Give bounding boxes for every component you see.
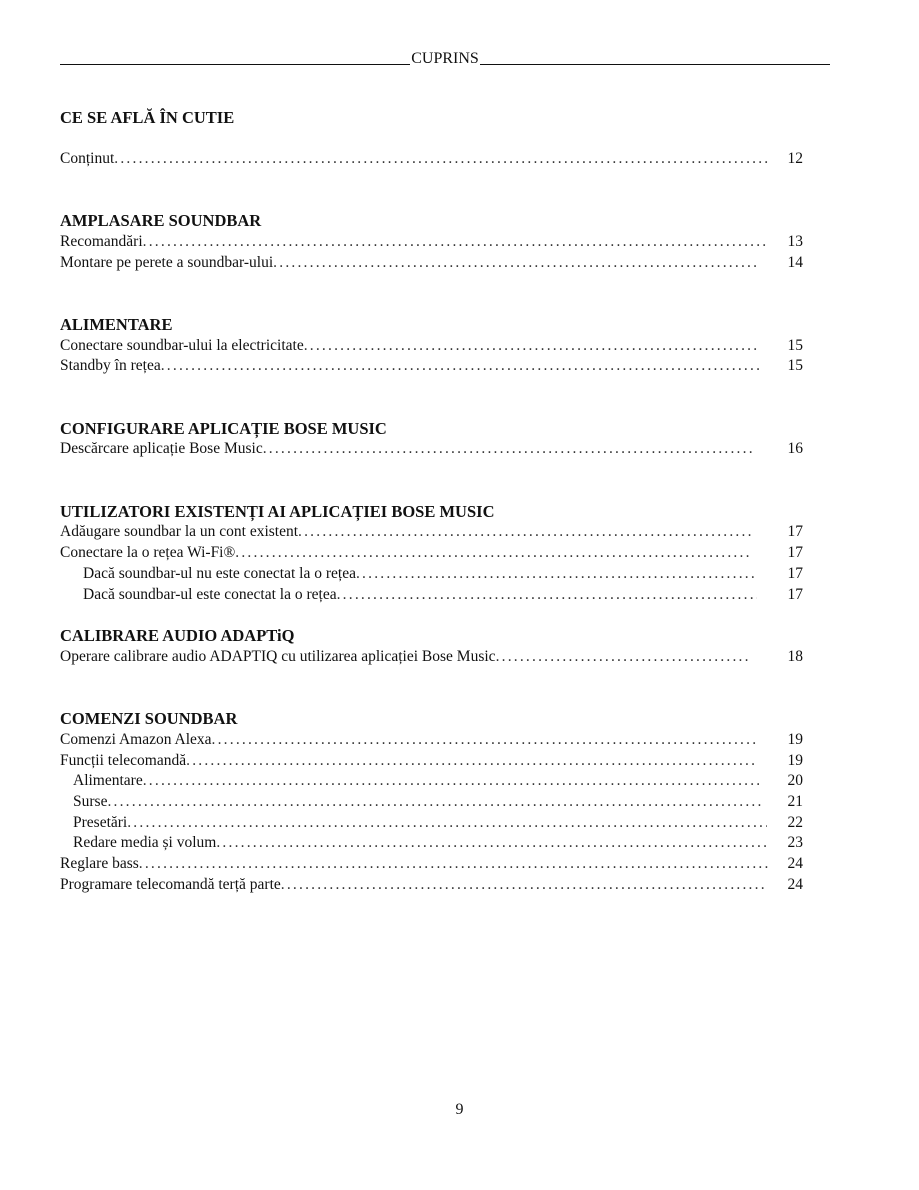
section-title: UTILIZATORI EXISTENȚI AI APLICAȚIEI BOSE MUSIC bbox=[60, 502, 495, 521]
toc-entry-label: Programare telecomandă terță parte bbox=[60, 876, 281, 893]
dot-leader bbox=[212, 730, 759, 750]
section-title: AMPLASARE SOUNDBAR bbox=[60, 211, 262, 230]
section-title: CALIBRARE AUDIO ADAPTiQ bbox=[60, 626, 295, 645]
toc-entry-label: Descărcare aplicație Bose Music bbox=[60, 440, 263, 457]
dot-leader bbox=[107, 792, 763, 812]
dot-leader bbox=[139, 854, 769, 874]
page-header bbox=[60, 44, 830, 68]
toc-entry[interactable] bbox=[60, 854, 803, 874]
toc-entry[interactable] bbox=[83, 585, 803, 605]
dot-leader bbox=[496, 647, 751, 667]
toc-entry-label: Montare pe perete a soundbar-ului bbox=[60, 254, 274, 271]
toc-entry-page: 17 bbox=[787, 523, 803, 540]
toc-entry[interactable] bbox=[60, 875, 803, 895]
page-number: 9 bbox=[455, 1101, 464, 1118]
toc-entry-label: Presetări bbox=[73, 814, 128, 831]
dot-leader bbox=[216, 833, 767, 853]
toc-entry-page: 16 bbox=[787, 440, 803, 457]
toc-entry-label: Operare calibrare audio ADAPTIQ cu utilizarea aplicației Bose Music bbox=[60, 648, 496, 665]
toc-entry-label: Surse bbox=[73, 793, 108, 810]
header-rule-left bbox=[60, 64, 410, 65]
header-rule-right bbox=[480, 64, 830, 65]
section-title: ALIMENTARE bbox=[60, 315, 173, 334]
toc-entry-label: Alimentare bbox=[73, 772, 143, 789]
section-title: CONFIGURARE APLICAȚIE BOSE MUSIC bbox=[60, 419, 387, 438]
toc-entry[interactable] bbox=[60, 522, 803, 542]
dot-leader bbox=[114, 149, 769, 169]
toc-entry[interactable] bbox=[60, 543, 803, 563]
toc-entry[interactable] bbox=[60, 647, 803, 667]
toc-entry-page: 15 bbox=[787, 357, 803, 374]
section-title: COMENZI SOUNDBAR bbox=[60, 709, 238, 728]
toc-entry[interactable] bbox=[83, 564, 803, 584]
toc-entry-label: Dacă soundbar-ul este conectat la o rețea bbox=[83, 586, 337, 603]
dot-leader bbox=[337, 585, 757, 605]
dot-leader bbox=[281, 875, 767, 895]
toc-entry-page: 21 bbox=[787, 793, 803, 810]
toc-entry-label: Adăugare soundbar la un cont existent bbox=[60, 523, 299, 540]
toc-entry-page: 23 bbox=[787, 834, 803, 851]
toc-entry-page: 17 bbox=[787, 565, 803, 582]
dot-leader bbox=[356, 564, 757, 584]
toc-entry-label: Redare media și volum bbox=[73, 834, 217, 851]
toc-entry[interactable] bbox=[60, 336, 803, 356]
section-title: CE SE AFLĂ ÎN CUTIE bbox=[60, 108, 235, 127]
toc-entry-label: Standby în rețea bbox=[60, 357, 161, 374]
dot-leader bbox=[127, 813, 767, 833]
toc-entry[interactable] bbox=[73, 833, 803, 853]
toc-entry-label: Conținut bbox=[60, 150, 115, 167]
toc-entry[interactable] bbox=[60, 730, 803, 750]
toc-entry-page: 19 bbox=[787, 731, 803, 748]
toc-entry[interactable] bbox=[73, 813, 803, 833]
toc-entry-label: Dacă soundbar-ul nu este conectat la o rețea bbox=[83, 565, 356, 582]
dot-leader bbox=[143, 232, 769, 252]
toc-entry-page: 24 bbox=[787, 876, 803, 893]
toc-entry-label: Comenzi Amazon Alexa bbox=[60, 731, 212, 748]
toc-entry-page: 17 bbox=[787, 544, 803, 561]
toc-entry-label: Conectare la o rețea Wi-Fi® bbox=[60, 544, 236, 561]
dot-leader bbox=[161, 356, 763, 376]
toc-entry-page: 12 bbox=[787, 150, 803, 167]
toc-entry-label: Recomandări bbox=[60, 233, 143, 250]
dot-leader bbox=[186, 751, 757, 771]
toc-entry-page: 13 bbox=[787, 233, 803, 250]
toc-entry-label: Conectare soundbar-ului la electricitate bbox=[60, 337, 304, 354]
toc-entry[interactable] bbox=[60, 439, 803, 459]
toc-entry-label: Funcții telecomandă bbox=[60, 752, 187, 769]
toc-entry-page: 14 bbox=[787, 254, 803, 271]
toc-entry[interactable] bbox=[73, 792, 803, 812]
dot-leader bbox=[304, 336, 759, 356]
toc-entry[interactable] bbox=[60, 356, 803, 376]
dot-leader bbox=[298, 522, 751, 542]
toc-entry[interactable] bbox=[60, 232, 803, 252]
dot-leader bbox=[143, 771, 759, 791]
toc-entry-page: 19 bbox=[787, 752, 803, 769]
header-title: CUPRINS bbox=[411, 50, 479, 67]
toc-entry-page: 20 bbox=[787, 772, 803, 789]
toc-entry[interactable] bbox=[60, 149, 803, 169]
toc-entry-page: 24 bbox=[787, 855, 803, 872]
dot-leader bbox=[263, 439, 753, 459]
toc-entry-page: 18 bbox=[787, 648, 803, 665]
toc-entry-page: 22 bbox=[787, 814, 803, 831]
toc-entry[interactable] bbox=[60, 253, 803, 273]
dot-leader bbox=[235, 543, 751, 563]
dot-leader bbox=[273, 253, 759, 273]
toc-entry[interactable] bbox=[73, 771, 803, 791]
toc-entry-page: 15 bbox=[787, 337, 803, 354]
toc-entry-label: Reglare bass bbox=[60, 855, 139, 872]
toc-entry[interactable] bbox=[60, 751, 803, 771]
toc-entry-page: 17 bbox=[787, 586, 803, 603]
